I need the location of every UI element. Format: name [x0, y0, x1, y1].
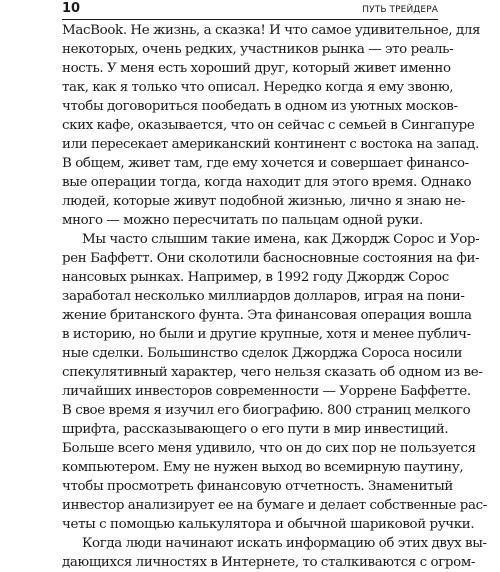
text-line: в историю, но были и другие крупные, хотя и менее публич-	[62, 327, 471, 342]
body-text	[62, 21, 487, 572]
text-line: ные сделки. Большинство сделок Джорджа Сороса носили	[62, 346, 463, 361]
text-line: жение британского фунта. Эта финансовая операция вошла	[62, 308, 472, 323]
text-line: четы с помощью калькулятора и обычной шариковой ручки.	[62, 517, 475, 532]
running-title: ПУТЬ ТРЕЙДЕРА	[362, 5, 438, 15]
text-line: MacBook. Не жизнь, а сказка! И что самое удивительное, для	[62, 23, 481, 38]
text-line: шрифта, рассказывающего о его пути в мир инвестиций.	[62, 422, 449, 437]
page-number: 10	[62, 1, 81, 16]
text-line: личайших инвесторов современности — Уоррене Баффетте.	[62, 384, 471, 399]
text-line: чтобы просмотреть финансовую отчетность. Знаменитый	[62, 479, 453, 494]
text-line: чтобы договориться пообедать в одном из уютных москов-	[62, 99, 458, 114]
text-line: так, как я только что описал. Нередко когда я ему звоню,	[62, 80, 454, 95]
text-line: некоторых, очень редких, участников рынка — это реаль-	[62, 42, 454, 57]
paragraph-2	[62, 230, 487, 534]
text-line: или пересекает американский континент с востока на запад.	[62, 137, 479, 152]
text-line: дающихся личностях в Интернете, то сталкиваются с огром-	[62, 555, 476, 570]
text-line: ность. У меня есть хороший друг, который живет именно	[62, 61, 451, 76]
paragraph-1	[62, 21, 481, 230]
text-line: Мы часто слышим такие имена, как Джордж Сорос и Уор-	[82, 232, 480, 247]
text-line: нансовых рынках. Например, в 1992 году Джордж Сорос	[62, 270, 449, 285]
text-line: Больше всего меня удивило, что он до сих пор не пользуется	[62, 441, 476, 456]
text-line: много — можно пересчитать по пальцам одной руки.	[62, 213, 423, 228]
text-line: рен Баффетт. Они сколотили басносновные состояния на фи-	[62, 251, 480, 266]
page-header	[62, 0, 438, 20]
text-line: ских кафе, оказывается, что он сейчас с семьей в Сингапуре	[62, 118, 475, 133]
text-line: В общем, живет там, где ему хочется и совершает финансо-	[62, 156, 469, 171]
text-line: вые операции тогда, когда находит для этого время. Однако	[62, 175, 472, 190]
paragraph-3	[62, 534, 487, 572]
text-line: компьютером. Ему не нужен выход во всемирную паутину,	[62, 460, 464, 475]
text-line: людей, которые живут подобной жизнью, лично я знаю не-	[62, 194, 466, 209]
text-line: В свое время я изучил его биографию. 800 страниц мелкого	[62, 403, 471, 418]
text-line: спекулятивный характер, чего нельзя сказать об одном из ве-	[62, 365, 483, 380]
text-line: Когда люди начинают искать информацию об этих двух вы-	[82, 536, 487, 551]
text-line: инвестор анализирует ее на бумаге и делает собственные рас-	[62, 498, 487, 513]
text-line: заработал несколько миллиардов долларов, играя на пони-	[62, 289, 465, 304]
